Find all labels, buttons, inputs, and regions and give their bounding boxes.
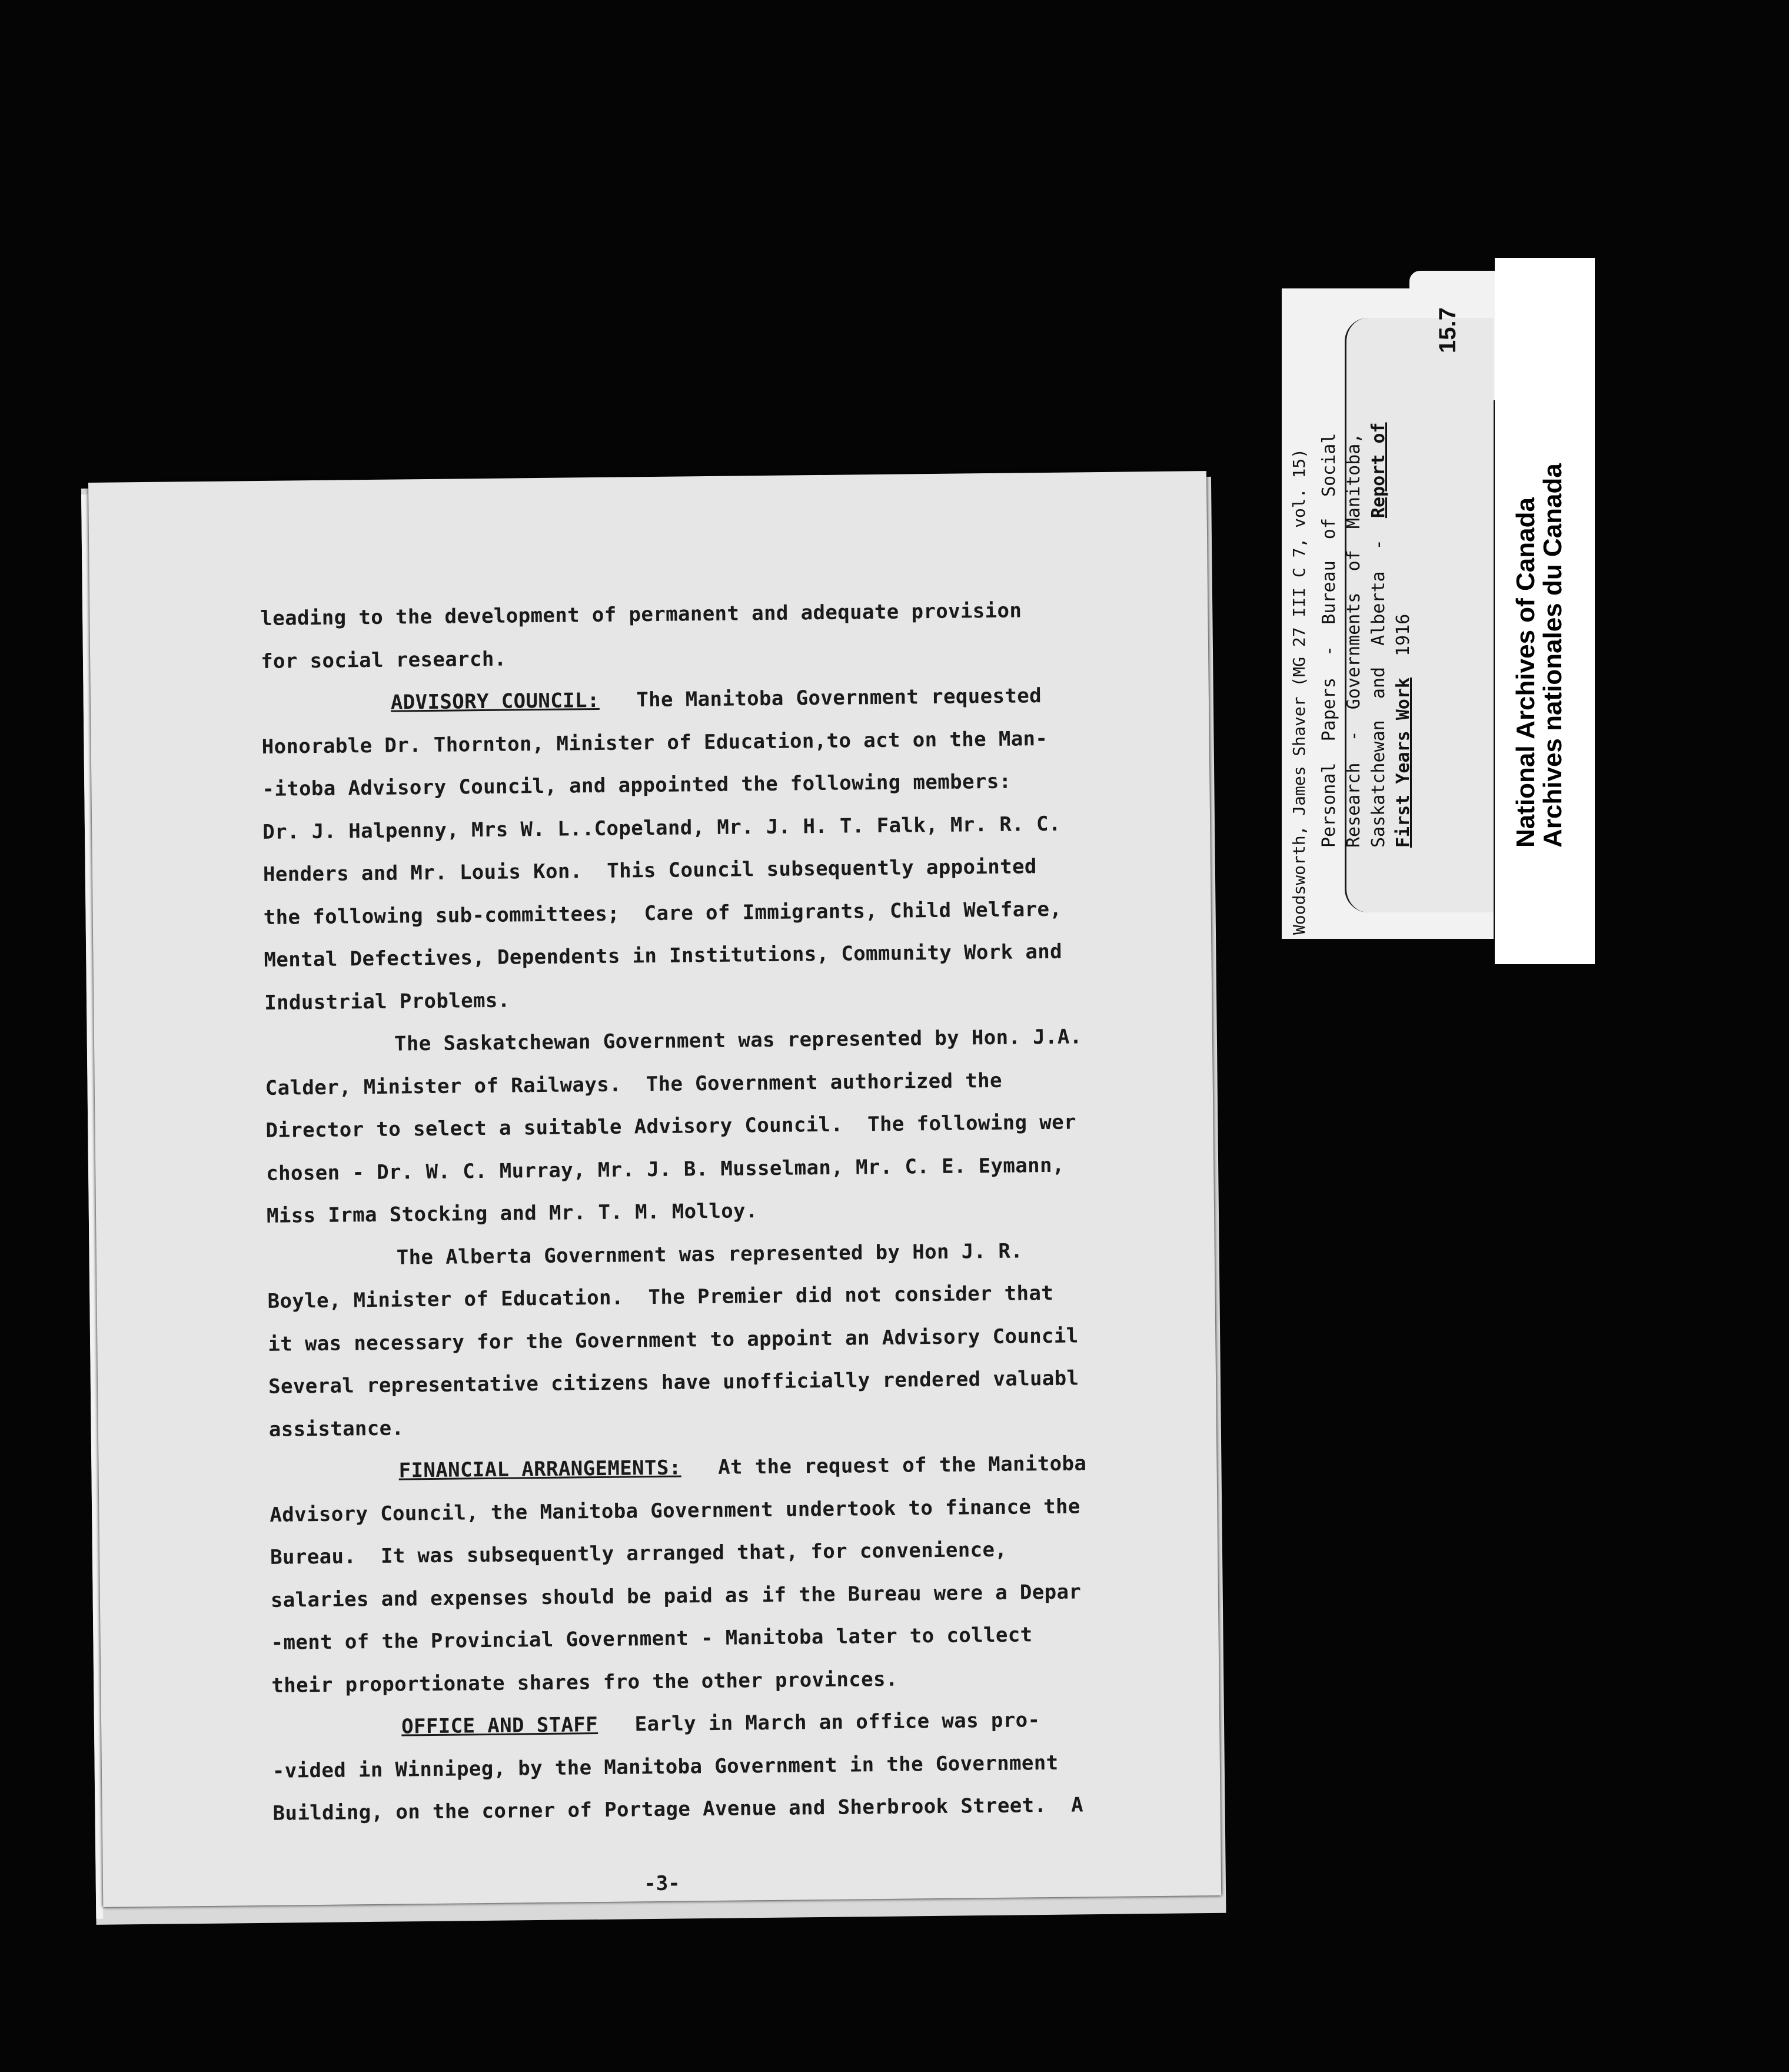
card-title-underlined: First Years Work (1393, 678, 1414, 848)
text-line: the following sub-committees; Care of Immigrants, Child Welfare, (263, 897, 1062, 929)
text-line: -ment of the Provincial Government - Manitoba later to collect (271, 1623, 1033, 1655)
document-page (88, 471, 1221, 1907)
text-line: for social research. (260, 647, 507, 673)
text-line-run: Early in March an office was pro- (634, 1708, 1040, 1736)
text-line: assistance. (268, 1416, 404, 1442)
text-line: The Saskatchewan Government was represented by Hon. J.A. (394, 1025, 1082, 1056)
section-heading-financial: FINANCIAL ARRANGEMENTS: (398, 1456, 681, 1483)
text-line: their proportionate shares fro the other provinces. (271, 1667, 898, 1698)
text-line: it was necessary for the Government to appoint an Advisory Council (268, 1323, 1079, 1356)
text-line: Director to select a suitable Advisory Council. The following wer (265, 1110, 1077, 1143)
section-heading-advisory-council: ADVISORY COUNCIL: (390, 688, 600, 715)
reference-number: 15.7 (1435, 307, 1461, 353)
archives-name-fr: Archives nationales du Canada (1538, 463, 1567, 848)
card-year: 1916 (1393, 613, 1414, 678)
text-line: The Alberta Government was represented by Hon J. R. (396, 1238, 1023, 1270)
text-line: Advisory Council, the Manitoba Government undertook to finance the (270, 1494, 1080, 1527)
text-line: chosen - Dr. W. C. Murray, Mr. J. B. Musselman, Mr. C. E. Eymann, (266, 1153, 1065, 1186)
text-line: Industrial Problems. (264, 988, 510, 1015)
page-number: -3- (644, 1871, 680, 1896)
typed-text (260, 588, 1168, 1835)
text-line: Mental Defectives, Dependents in Institutions, Community Work and (264, 939, 1063, 972)
section-heading-office: OFFICE AND STAFF (401, 1713, 598, 1739)
fonds-reference: Woodsworth, James Shaver (MG 27 III C 7, vol. 15) (1289, 448, 1309, 935)
text-line: Henders and Mr. Louis Kon. This Council subsequently appointed (262, 855, 1037, 886)
card-text-run: Saskatchewan and Alberta - (1368, 518, 1389, 848)
text-line-run: The Manitoba Government requested (636, 684, 1042, 712)
card-description-line: Research - Governments of Manitoba, (1344, 433, 1364, 848)
text-line: -vided in Winnipeg, by the Manitoba Government in the Government (272, 1751, 1059, 1783)
text-line: Several representative citizens have unofficially rendered valuabl (268, 1366, 1079, 1399)
text-line: Calder, Minister of Railways. The Government authorized the (265, 1068, 1003, 1100)
card-description-line (1366, 288, 1391, 942)
text-line: Honorable Dr. Thornton, Minister of Education,to act on the Man- (261, 726, 1048, 759)
text-line: salaries and expenses should be paid as if the Bureau were a Depar (270, 1579, 1082, 1612)
text-line: Building, on the corner of Portage Avenue and Sherbrook Street. A (272, 1793, 1084, 1825)
catalogue-card-text (1282, 288, 1416, 942)
text-line: -itoba Advisory Council, and appointed the following members: (262, 769, 1012, 801)
text-line: Bureau. It was subsequently arranged that, for convenience, (270, 1538, 1007, 1569)
text-line: leading to the development of permanent and adequate provision (260, 599, 1022, 630)
archives-label-text (1512, 200, 1567, 848)
card-title-underlined: Report of (1368, 422, 1389, 519)
card-description-line: Personal Papers - Bureau of Social (1319, 433, 1339, 848)
text-line: Dr. J. Halpenny, Mrs W. L..Copeland, Mr. J. H. T. Falk, Mr. R. C. (262, 812, 1061, 844)
text-line: Boyle, Minister of Education. The Premier did not consider that (267, 1281, 1054, 1313)
text-line-run: At the request of the Manitoba (717, 1452, 1087, 1479)
archives-name-en: National Archives of Canada (1511, 497, 1540, 848)
text-line: Miss Irma Stocking and Mr. T. M. Molloy. (266, 1199, 759, 1228)
card-description-line (1391, 288, 1416, 942)
